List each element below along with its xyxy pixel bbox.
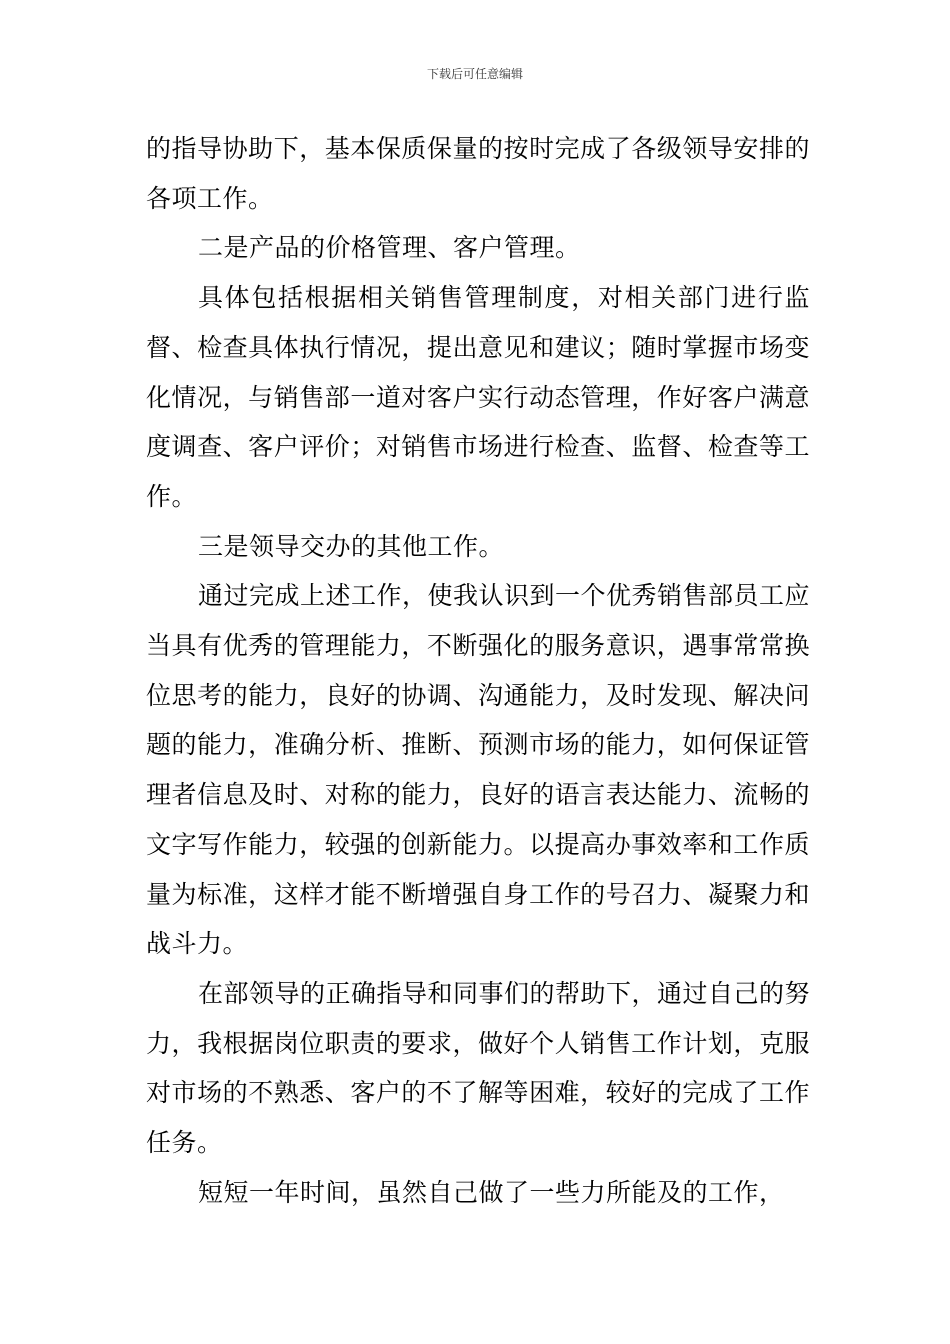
paragraph: 具体包括根据相关销售管理制度，对相关部门进行监督、检查具体执行情况，提出意见和建议；随时掌握市场变化情况，与销售部一道对客户实行动态管理，作好客户满意度调查、客户评价；对销售市场进行检查、监督、检查等工作。 [146,283,810,511]
document-body [146,124,810,1217]
paragraph: 短短一年时间，虽然自己做了一些力所能及的工作， [198,1177,785,1207]
paragraph: 在部领导的正确指导和同事们的帮助下，通过自己的努力，我根据岗位职责的要求，做好个人销售工作计划，克服对市场的不熟悉、客户的不了解等困难，较好的完成了工作任务。 [146,978,811,1158]
page-header-note: 下载后可任意编辑 [426,67,523,81]
paragraph: 二是产品的价格管理、客户管理。 [198,233,581,263]
paragraph: 三是领导交办的其他工作。 [198,531,505,561]
paragraph: 通过完成上述工作，使我认识到一个优秀销售部员工应当具有优秀的管理能力，不断强化的服务意识，遇事常常换位思考的能力，良好的协调、沟通能力，及时发现、解决问题的能力，准确分析、推断、预测市场的能力，如何保证管理者信息及时、对称的能力，良好的语言表达能力、流畅的文字写作能力，较强的创新能力。以提高办事效率和工作质量为标准，这样才能不断增强自身工作的号召力、凝聚力和战斗力。 [146,581,811,959]
paragraph: 的指导协助下，基本保质保量的按时完成了各级领导安排的各项工作。 [146,134,810,213]
